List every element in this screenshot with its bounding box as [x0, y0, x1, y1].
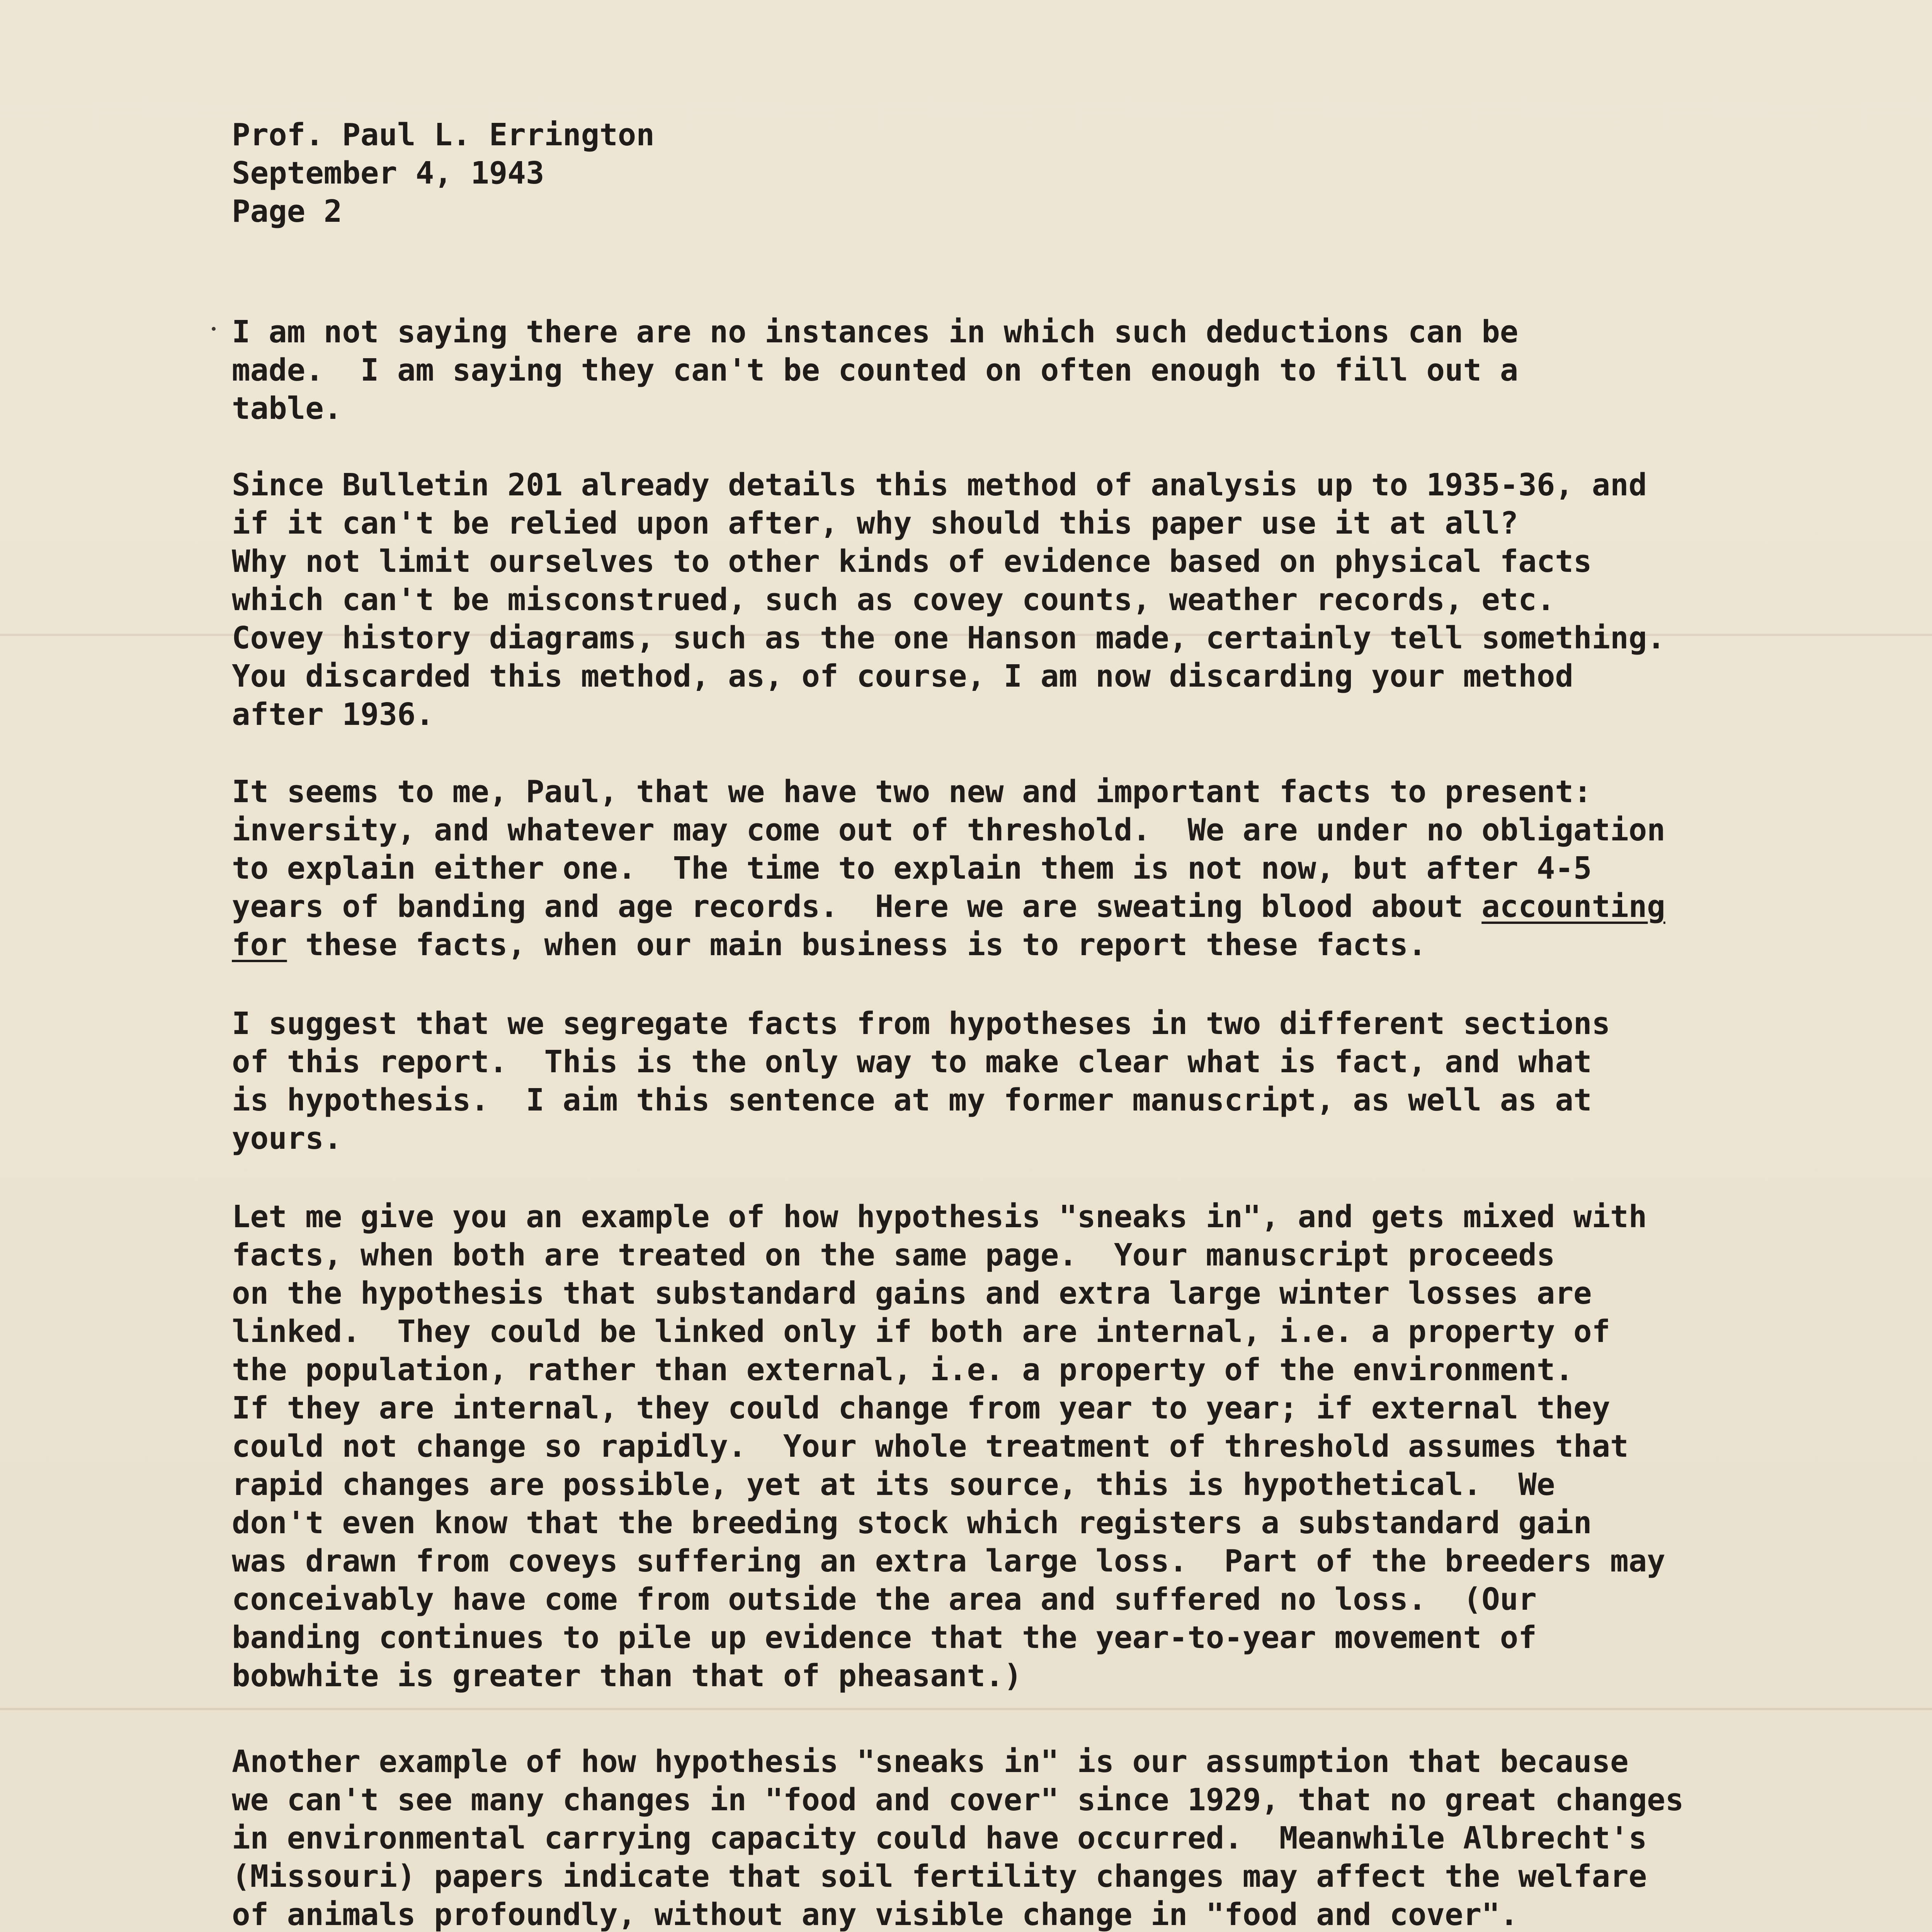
text-line: I am not saying there are no instances in which such deductions can be	[232, 314, 1519, 350]
text-line: is hypothesis. I aim this sentence at my former manuscript, as well as at	[232, 1082, 1592, 1118]
text-run: these facts, when our main business is to report these facts.	[287, 927, 1427, 963]
letter-header	[232, 116, 655, 231]
date-line: September 4, 1943	[232, 155, 544, 191]
text-line: was drawn from coveys suffering an extra large loss. Part of the breeders may	[232, 1543, 1665, 1579]
text-line: banding continues to pile up evidence that the year-to-year movement of	[232, 1620, 1537, 1655]
page-number-line: Page 2	[232, 194, 342, 229]
text-line: If they are internal, they could change from year to year; if external they	[232, 1390, 1611, 1426]
text-line: Let me give you an example of how hypothesis "sneaks in", and gets mixed with	[232, 1199, 1647, 1235]
text-line: could not change so rapidly. Your whole treatment of threshold assumes that	[232, 1429, 1629, 1464]
text-line	[232, 926, 1665, 964]
text-line: Covey history diagrams, such as the one Hanson made, certainly tell something.	[232, 620, 1665, 656]
paragraph-4	[232, 1005, 1610, 1158]
text-line: table.	[232, 391, 342, 426]
text-line: You discarded this method, as, of course, I am now discarding your method	[232, 658, 1574, 694]
text-line: yours.	[232, 1121, 342, 1156]
text-line: the population, rather than external, i.e. a property of the environment.	[232, 1352, 1574, 1388]
text-line: of this report. This is the only way to make clear what is fact, and what	[232, 1044, 1592, 1080]
paper-fold-line	[0, 1708, 1932, 1710]
text-line: I suggest that we segregate facts from hypotheses in two different sections	[232, 1006, 1611, 1041]
text-line	[232, 888, 1665, 926]
paragraph-1	[232, 313, 1518, 428]
text-line: we can't see many changes in "food and cover" since 1929, that no great changes	[232, 1782, 1684, 1818]
text-line: if it can't be relied upon after, why should this paper use it at all?	[232, 505, 1519, 541]
text-line: (Missouri) papers indicate that soil fertility changes may affect the welfare	[232, 1859, 1647, 1894]
text-line: after 1936.	[232, 697, 434, 732]
underlined-word: accounting	[1481, 889, 1665, 924]
text-line: inversity, and whatever may come out of threshold. We are under no obligation	[232, 812, 1665, 848]
ink-speck	[212, 327, 216, 331]
underlined-word: for	[232, 927, 287, 963]
text-line: rapid changes are possible, yet at its source, this is hypothetical. We	[232, 1467, 1555, 1502]
text-line: It seems to me, Paul, that we have two new and important facts to present:	[232, 774, 1592, 810]
text-line: Another example of how hypothesis "sneaks in" is our assumption that because	[232, 1744, 1629, 1779]
text-line: Why not limit ourselves to other kinds of evidence based on physical facts	[232, 544, 1592, 579]
text-run: years of banding and age records. Here we are sweating blood about	[232, 889, 1482, 924]
text-line: made. I am saying they can't be counted on often enough to fill out a	[232, 352, 1519, 388]
text-line: in environmental carrying capacity could have occurred. Meanwhile Albrecht's	[232, 1820, 1647, 1856]
paragraph-2	[232, 466, 1665, 734]
text-line: linked. They could be linked only if both are internal, i.e. a property of	[232, 1314, 1611, 1349]
text-line: bobwhite is greater than that of pheasant.)	[232, 1658, 1022, 1694]
paragraph-5	[232, 1198, 1665, 1695]
text-line: on the hypothesis that substandard gains and extra large winter losses are	[232, 1276, 1592, 1311]
text-line: conceivably have come from outside the area and suffered no loss. (Our	[232, 1582, 1537, 1617]
text-line: don't even know that the breeding stock which registers a substandard gain	[232, 1505, 1592, 1541]
paragraph-3	[232, 773, 1665, 964]
text-line: of animals profoundly, without any visible change in "food and cover".	[232, 1897, 1519, 1932]
paragraph-6	[232, 1743, 1684, 1932]
text-line: which can't be misconstrued, such as covey counts, weather records, etc.	[232, 582, 1555, 617]
text-line: to explain either one. The time to explain them is not now, but after 4-5	[232, 850, 1592, 886]
recipient-line: Prof. Paul L. Errington	[232, 117, 655, 153]
text-line: Since Bulletin 201 already details this method of analysis up to 1935-36, and	[232, 467, 1647, 503]
text-line: facts, when both are treated on the same page. Your manuscript proceeds	[232, 1237, 1555, 1273]
